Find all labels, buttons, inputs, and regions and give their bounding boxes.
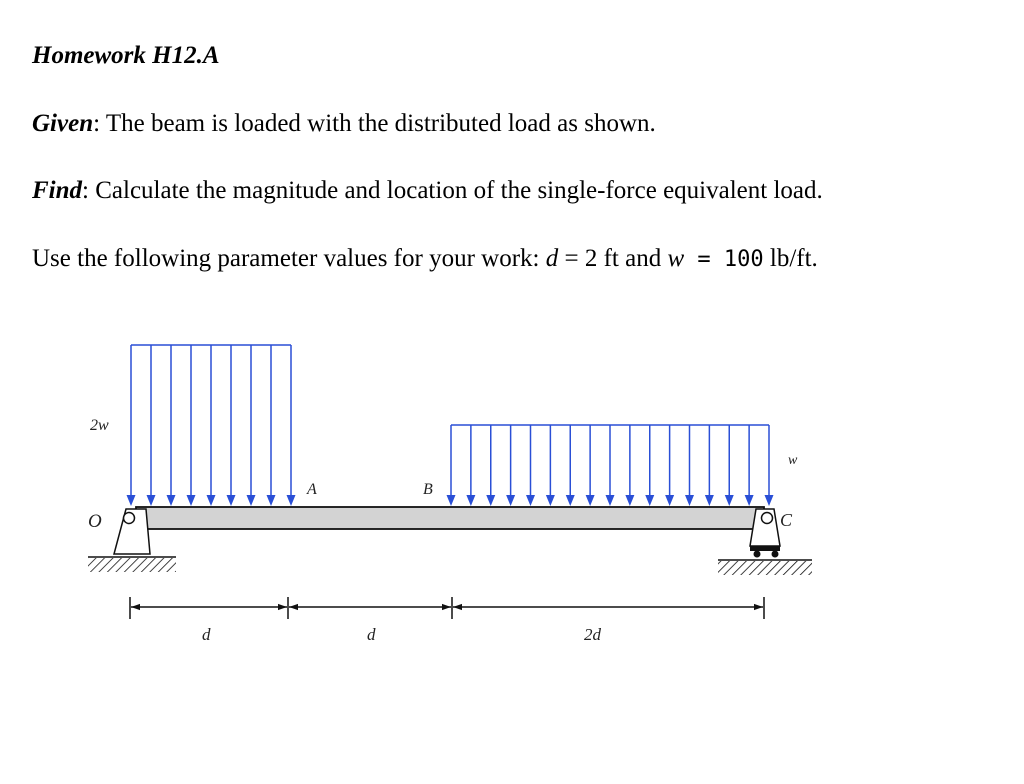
load-arrow-head [447,495,456,506]
params-w-symbol: w [667,245,685,272]
load-arrow-head [546,495,555,506]
label-load-right: w [788,453,798,468]
load-arrow-head [526,495,535,506]
find-text: : Calculate the magnitude and location of the single-force equivalent load. [82,177,823,204]
label-load-left: 2w [90,417,109,434]
load-arrow-head [227,495,236,506]
label-b: B [423,481,433,498]
pin-o [124,513,135,524]
load-arrow-head [566,495,575,506]
params-d-symbol: d [545,245,559,272]
dim-label-d-2: d [367,625,376,644]
beam [136,507,764,529]
params-w-unit: lb/ft. [763,245,818,272]
label-a: A [307,481,317,498]
dim-label-d-1: d [202,625,211,644]
roller-wheel [754,551,761,558]
load-arrow-head [745,495,754,506]
find-label: Find [32,177,83,204]
load-arrow-head [486,495,495,506]
ground-hatch-left [88,558,176,572]
load-arrow-head [645,495,654,506]
page-title: Homework H12.A [32,42,220,69]
distributed-load-left [127,345,296,506]
load-arrow-head [147,495,156,506]
load-arrow-head [506,495,515,506]
roller-wheel [772,551,779,558]
load-arrow-head [167,495,176,506]
dimension-lines [130,597,764,619]
load-arrow-head [466,495,475,506]
distributed-load-right [447,425,774,506]
load-arrow-head [187,495,196,506]
label-c: C [780,510,793,530]
load-arrow-head [685,495,694,506]
load-arrow-head [247,495,256,506]
load-arrow-head [586,495,595,506]
dim-label-2d: 2d [584,625,601,644]
params-w-equals: = [684,247,724,272]
pin-c [762,513,773,524]
load-arrow-head [606,495,615,506]
load-arrow-head [705,495,714,506]
params-w-value: 100 [723,247,764,272]
load-arrow-head [625,495,634,506]
load-arrow-head [287,495,296,506]
load-arrow-head [267,495,276,506]
load-arrow-head [725,495,734,506]
given-text: : The beam is loaded with the distributed load as shown. [93,110,656,137]
params-prefix: Use the following parameter values for your work: [32,245,546,272]
load-arrow-head [665,495,674,506]
load-arrow-head [765,495,774,506]
label-o: O [88,511,102,532]
load-arrow-head [127,495,136,506]
ground-hatch-right [718,561,812,575]
given-label: Given [32,110,94,137]
params-d-value: = 2 ft and [558,245,668,272]
load-arrow-head [207,495,216,506]
